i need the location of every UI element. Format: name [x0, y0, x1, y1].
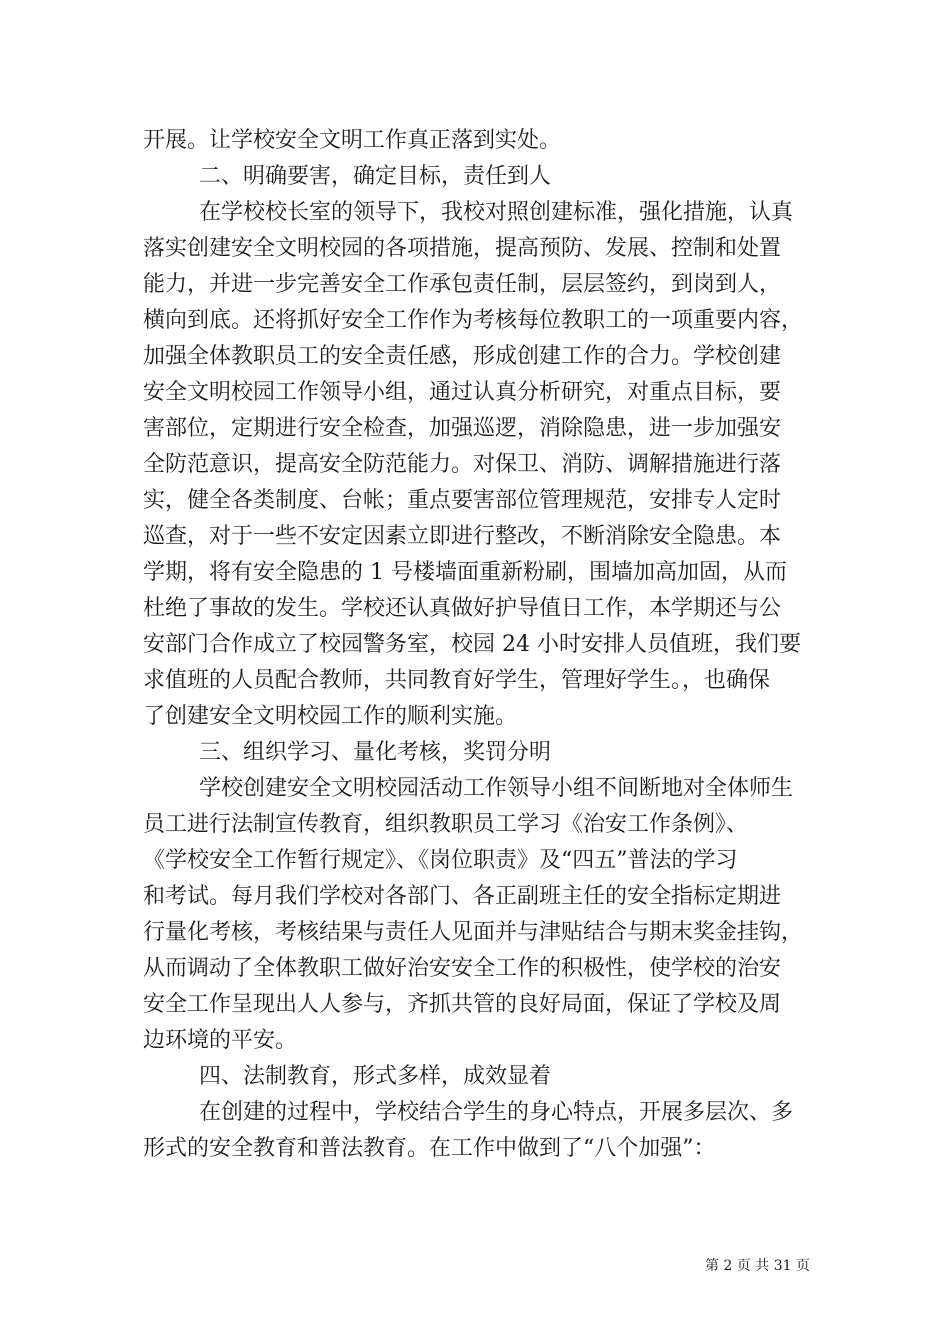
- body-text-line: 员工进行法制宣传教育，组织教职员工学习《治安工作条例》、: [143, 812, 749, 837]
- body-text-line: 和考试。每月我们学校对各部门、各正副班主任的安全指标定期进: [143, 884, 782, 909]
- page-number: 第 2 页 共 31 页: [705, 1258, 810, 1274]
- body-text-line: 横向到底。还将抓好安全工作作为考核每位教职工的一项重要内容，: [143, 308, 804, 333]
- body-text-line: 《学校安全工作暂行规定》、《岗位职责》及“四五”普法的学习: [143, 848, 738, 873]
- body-text-line: 从而调动了全体教职工做好治安安全工作的积极性，使学校的治安: [143, 956, 782, 981]
- body-text-line: 全防范意识，提高安全防范能力。对保卫、消防、调解措施进行落: [143, 452, 782, 477]
- body-text-line: 形式的安全教育和普法教育。在工作中做到了“八个加强”：: [143, 1136, 716, 1161]
- body-text-line: 实，健全各类制度、台帐；重点要害部位管理规范，安排专人定时: [143, 488, 782, 513]
- body-text-line: 求值班的人员配合教师，共同教育好学生，管理好学生。，也确保: [143, 668, 771, 693]
- body-text-line: 安全工作呈现出人人参与，齐抓共管的良好局面，保证了学校及周: [143, 992, 782, 1017]
- body-text-line: 安部门合作成立了校园警务室，校园 24 小时安排人员值班，我们要: [143, 632, 801, 657]
- body-text-line: 巡查，对于一些不安定因素立即进行整改，不断消除安全隐患。本: [143, 524, 782, 549]
- body-text-line: 安全文明校园工作领导小组，通过认真分析研究，对重点目标，要: [143, 380, 782, 405]
- paragraph-first-line: 在学校校长室的领导下，我校对照创建标准，强化措施，认真: [199, 200, 794, 225]
- body-text-line: 边环境的平安。: [143, 1028, 298, 1053]
- body-text-line: 开展。让学校安全文明工作真正落到实处。: [143, 128, 562, 153]
- section-heading: 二、明确要害，确定目标，责任到人: [199, 164, 552, 189]
- section-heading: 四、法制教育，形式多样，成效显着: [199, 1064, 552, 1089]
- paragraph-first-line: 在创建的过程中，学校结合学生的身心特点，开展多层次、多: [199, 1100, 794, 1125]
- body-text-line: 了创建安全文明校园工作的顺利实施。: [143, 704, 518, 729]
- body-text-line: 学期，将有安全隐患的 1 号楼墙面重新粉刷，围墙加高加固，从而: [143, 560, 787, 585]
- body-text-line: 落实创建安全文明校园的各项措施，提高预防、发展、控制和处置: [143, 236, 782, 261]
- section-heading: 三、组织学习、量化考核，奖罚分明: [199, 740, 552, 765]
- body-text-line: 害部位，定期进行安全检查，加强巡逻，消除隐患，进一步加强安: [143, 416, 782, 441]
- body-text-line: 杜绝了事故的发生。学校还认真做好护导值日工作，本学期还与公: [143, 596, 782, 621]
- paragraph-first-line: 学校创建安全文明校园活动工作领导小组不间断地对全体师生: [199, 776, 794, 801]
- body-text-line: 加强全体教职员工的安全责任感，形成创建工作的合力。学校创建: [143, 344, 782, 369]
- body-text-line: 能力，并进一步完善安全工作承包责任制，层层签约，到岗到人，: [143, 272, 782, 297]
- body-text-line: 行量化考核，考核结果与责任人见面并与津贴结合与期末奖金挂钩，: [143, 920, 804, 945]
